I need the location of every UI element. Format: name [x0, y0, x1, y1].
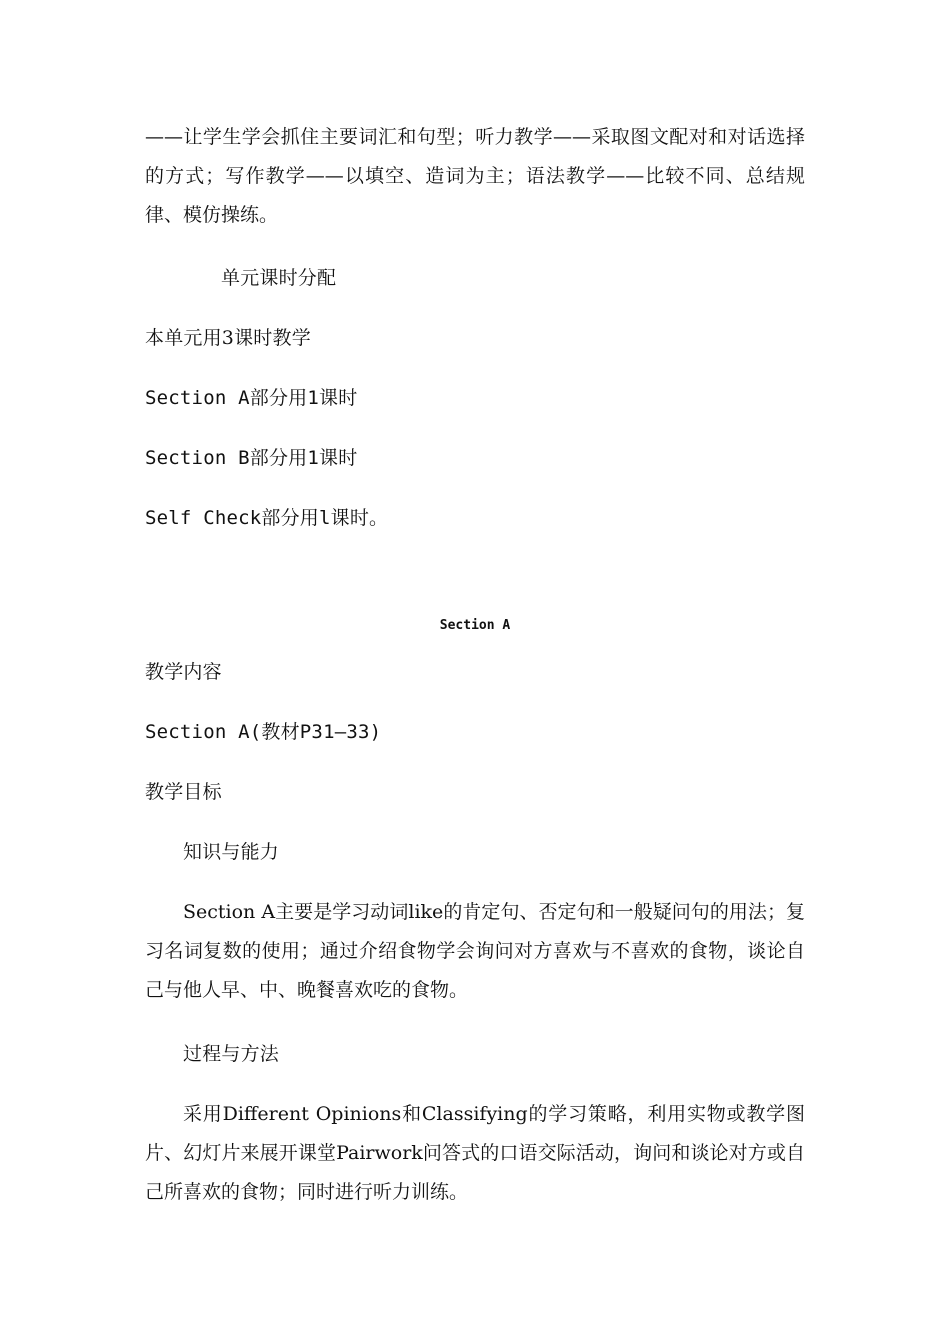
- section-b-hours-line: Section B部分用1课时: [145, 447, 358, 469]
- process-paragraph: 采用Different Opinions和Classifying的学习策略，利用实物或教学图片、幻灯片来展开课堂Pairwork问答式的口语交际活动，询问和谈论对方或自己所喜欢的食物；同时进行听力训练。: [145, 1103, 805, 1203]
- section-a-hours-line: Section A部分用1课时: [145, 387, 358, 409]
- content-detail-line: Section A(教材P31—33): [145, 721, 382, 743]
- content-heading: 教学内容: [145, 661, 222, 683]
- self-check-hours-line: Self Check部分用l课时。: [145, 507, 389, 529]
- intro-paragraph: ——让学生学会抓住主要词汇和句型；听力教学——采取图文配对和对话选择的方式；写作教学——以填空、造词为主；语法教学——比较不同、总结规律、模仿操练。: [145, 126, 805, 226]
- knowledge-heading: 知识与能力: [183, 841, 280, 863]
- objectives-heading: 教学目标: [145, 781, 222, 803]
- knowledge-paragraph: Section A主要是学习动词like的肯定句、否定句和一般疑问句的用法；复习名词复数的使用；通过介绍食物学会询问对方喜欢与不喜欢的食物，谈论自己与他人早、中、晚餐喜欢吃的食物。: [145, 901, 805, 1001]
- section-title: Section A: [439, 618, 511, 633]
- total-hours-line: 本单元用3课时教学: [145, 327, 311, 349]
- allocation-heading: 单元课时分配: [221, 267, 337, 289]
- process-heading: 过程与方法: [183, 1043, 280, 1065]
